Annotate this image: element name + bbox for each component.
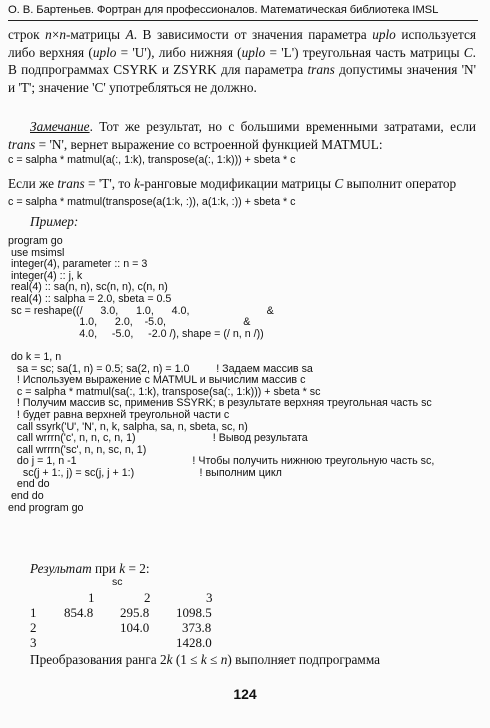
code-line: integer(4), parameter :: n = 3 xyxy=(8,258,148,271)
code-line: real(4) :: sa(n, n), sc(n, n), c(n, n) xyxy=(8,281,168,294)
paragraph-1: строк n×n-матрицы A. В зависимости от значения параметра uplo используется либо верхняя (uplo = 'U'), либо нижняя (uplo = 'L') треугольная часть матрицы C. В подпрограммах CSYRK и ZSYRK для параметра trans допустимы значения 'N' и 'T'; значение 'C' употребляться не должно. xyxy=(8,27,476,95)
code-line: ! Используем выражение с MATMUL и вычислим массив c xyxy=(8,374,306,387)
code-line: use msimsl xyxy=(8,246,65,259)
expression-2: c = salpha * matmul(transpose(a(1:k, :)), a(1:k, :)) + sbeta * c xyxy=(8,196,296,208)
code-line: end program go xyxy=(8,501,84,514)
expression-1: c = salpha * matmul(a(:, 1:k), transpose(a(:, 1:k))) + sbeta * c xyxy=(8,154,296,166)
code-line: sc = reshape((/ 3.0, 1.0, 4.0, & xyxy=(8,304,274,317)
col-header-2: 2 xyxy=(144,590,151,605)
table-cell: 1428.0 xyxy=(176,635,212,650)
code-line: do k = 1, n xyxy=(8,350,62,363)
row-label-2: 2 xyxy=(30,620,37,635)
code-line: sa = sc; sa(1, n) = 0.5; sa(2, n) = 1.0 ! Задаем массив sa xyxy=(8,362,313,375)
code-line: call ssyrk('U', 'N', n, k, salpha, sa, n, sbeta, sc, n) xyxy=(8,420,248,433)
table-cell: 1098.5 xyxy=(176,605,212,620)
code-line: ! Получим массив sc, применив SSYRK; в результате верхняя треугольная часть sc xyxy=(8,397,432,410)
result-heading: Результат при k = 2: xyxy=(30,561,150,576)
code-line: real(4) :: salpha = 2.0, sbeta = 0.5 xyxy=(8,292,172,305)
result-label: Результат xyxy=(30,561,92,576)
code-line: 4.0, -5.0, -2.0 /), shape = (/ n, n /)) xyxy=(8,327,264,340)
example-heading xyxy=(8,213,476,231)
header-rule xyxy=(8,20,478,21)
code-listing xyxy=(8,236,434,514)
code-line: end do xyxy=(8,490,44,503)
page-number: 124 xyxy=(233,686,257,702)
code-line: ! будет равна верхней треугольной части c xyxy=(8,408,230,421)
code-line: integer(4) :: j, k xyxy=(8,269,83,282)
col-header-3: 3 xyxy=(206,590,213,605)
note-paragraph: Замечание. Тот же результат, но с большими временными затратами, если trans = 'N', вернет выражение со встроенной функцией MATMUL: xyxy=(8,119,476,152)
code-line: call wrrrn('c', n, n, c, n, 1) ! Вывод результата xyxy=(8,432,308,445)
code-line: call wrrrn('sc', n, n, sc, n, 1) xyxy=(8,443,147,456)
table-cell: 854.8 xyxy=(64,605,94,620)
code-line xyxy=(8,340,434,352)
table-cell: 104.0 xyxy=(120,620,150,635)
col-header-1: 1 xyxy=(88,590,95,605)
code-line: 1.0, 2.0, -5.0, & xyxy=(8,316,251,329)
note-label: Замечание xyxy=(30,119,90,134)
running-header: О. В. Бартеньев. Фортран для профессионалов. Математическая библиотека IMSL xyxy=(8,4,439,16)
table-cell: 295.8 xyxy=(120,605,150,620)
row-label-3: 3 xyxy=(30,635,37,650)
table-cell: 373.8 xyxy=(182,620,212,635)
paragraph-3: Преобразования ранга 2k (1 ≤ k ≤ n) выполняет подпрограмма xyxy=(30,652,381,667)
row-label-1: 1 xyxy=(30,605,37,620)
example-label: Пример: xyxy=(30,214,79,229)
code-line: do j = 1, n -1 ! Чтобы получить нижнюю треугольную часть sc, xyxy=(8,455,435,468)
paragraph-2: Если же trans = 'T', то k-ранговые модификации матрицы C выполнит оператор xyxy=(8,176,457,191)
code-line: program go xyxy=(8,235,63,247)
table-title: sc xyxy=(112,576,123,588)
code-line: end do xyxy=(8,478,50,491)
code-line: c = salpha * matmul(sa(:, 1:k), transpose(sa(:, 1:k))) + sbeta * sc xyxy=(8,385,321,398)
code-line: sc(j + 1:, j) = sc(j, j + 1:) ! выполним цикл xyxy=(8,466,282,479)
